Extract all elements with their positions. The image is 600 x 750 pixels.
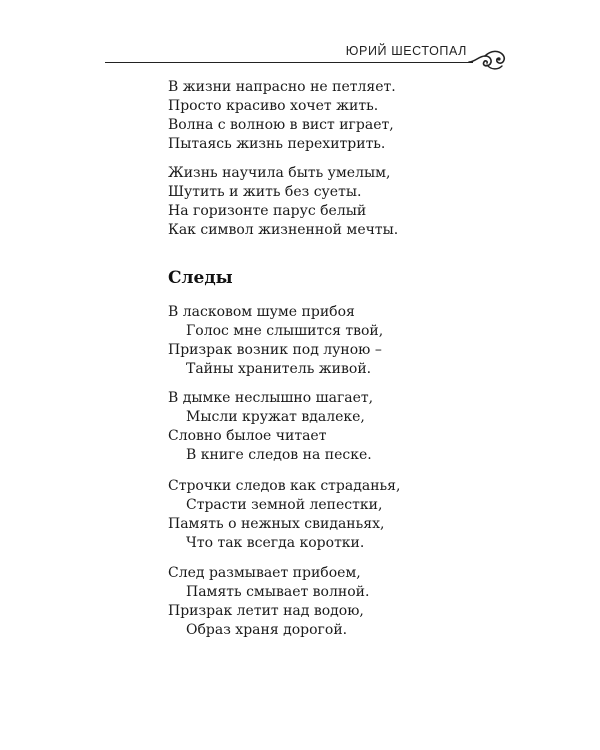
poem-line: Память смывает волной. [186,584,370,600]
poem-stanza-1 [168,303,383,379]
poem-line: Страсти земной лепестки, [186,497,383,513]
poem-stanza-2 [168,389,373,465]
poem-line: Строчки следов как страданья, [168,478,401,494]
poem-line: Образ храня дорогой. [186,622,348,638]
poem-line: В книге следов на песке. [186,447,372,463]
poem-line: Память о нежных свиданьях, [168,516,385,532]
poem-line: Что так всегда коротки. [186,535,365,551]
poem-line: Мысли кружат вдалеке, [186,409,365,425]
scroll-flourish-icon [467,46,507,74]
header-rule [105,62,473,63]
poem-line: Просто красиво хочет жить. [168,98,379,114]
poem-line: Призрак летит над водою, [168,603,364,619]
poem-line: Словно былое читает [168,428,327,444]
running-head [105,38,525,78]
poem-title: Следы [168,268,233,288]
poem-line: Жизнь научила быть умелым, [168,165,391,181]
poem-stanza-3 [168,477,400,553]
poem-line: Пытаясь жизнь перехитрить. [168,136,386,152]
continuation-stanza-2 [168,164,398,240]
poem-line: Волна с волною в вист играет, [168,117,394,133]
continuation-stanza-1 [168,78,396,154]
poem-line: Шутить и жить без суеты. [168,184,362,200]
poem-line: В ласковом шуме прибоя [168,304,355,320]
poem-line: След размывает прибоем, [168,565,361,581]
poem-line: В жизни напрасно не петляет. [168,79,396,95]
poem-line: На горизонте парус белый [168,203,367,219]
poem-line: Призрак возник под луною – [168,342,382,358]
poem-line: Голос мне слышится твой, [186,323,384,339]
running-head-author: ЮРИЙ ШЕСТОПАЛ [345,44,467,58]
poem-stanza-4 [168,564,369,640]
poem-line: Как символ жизненной мечты. [168,222,399,238]
poem-line: В дымке неслышно шагает, [168,390,374,406]
poem-line: Тайны хранитель живой. [186,361,372,377]
